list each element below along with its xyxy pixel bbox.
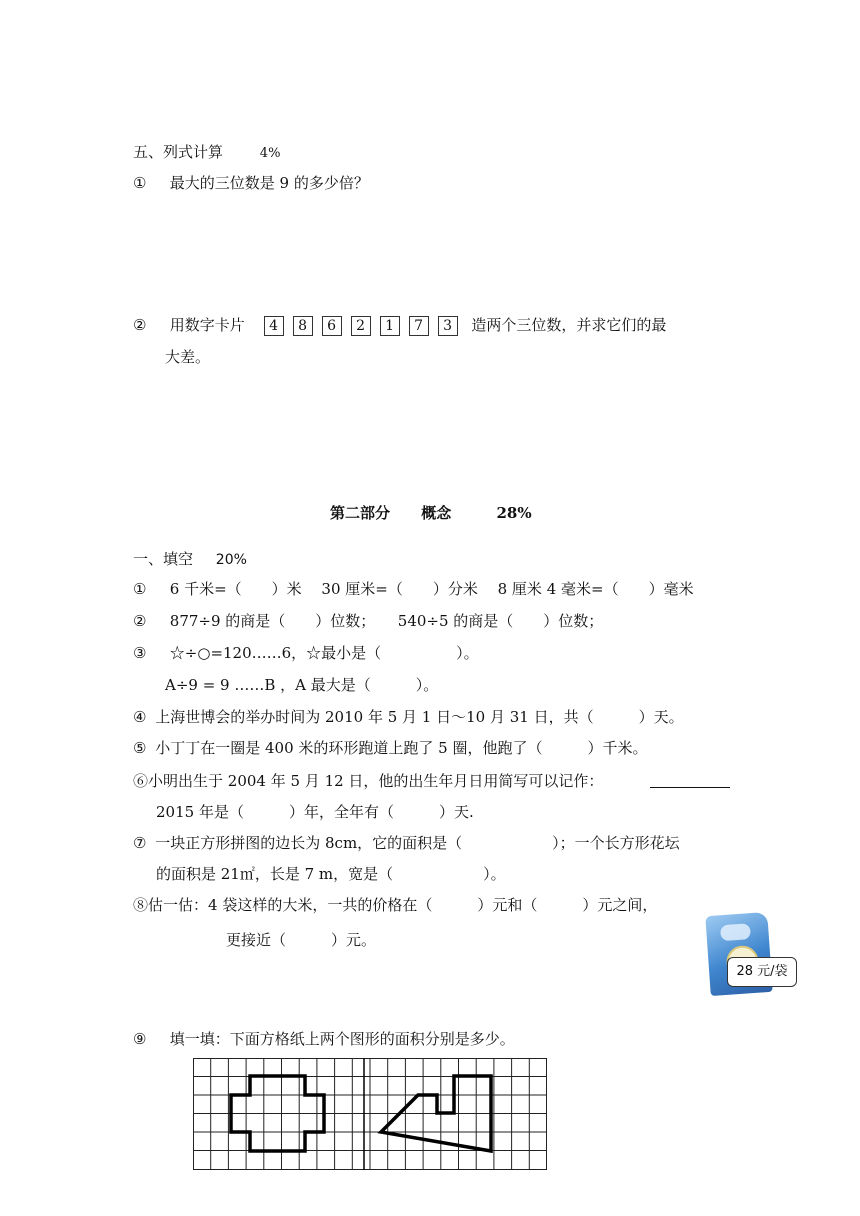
fill-item-text: 小明出生于 2004 年 5 月 12 日，他的出生年月日用简写可以记作： [148,772,604,790]
digit-card: 7 [409,316,429,336]
section5-title: 五、列式计算 [133,143,224,161]
fill-item [165,674,438,695]
fill-item [133,832,680,853]
fill-item [133,642,479,663]
part2-percent: 28% [496,504,532,522]
fill-item-number: ⑦ [133,834,147,852]
fill-item-number: ⑥ [133,772,149,790]
answer-line [650,787,730,788]
digit-card: 6 [322,316,342,336]
fill-item [226,929,376,950]
part2-name: 概念 [421,504,452,522]
question-9 [133,1028,515,1049]
fill-item-text: ☆÷○=120……6，☆最小是（ ）。 [169,644,479,662]
fill-item-text: 一块正方形拼图的边长为 8cm，它的面积是（ ）；一个长方形花坛 [155,834,680,852]
section5-percent: 4% [259,146,281,161]
question-2-number: ② [133,316,147,334]
rice-bag-brand-shape [720,923,751,941]
grid-paper [193,1058,547,1170]
digit-card: 1 [380,316,400,336]
question-1-number: ① [133,174,147,192]
fill-title: 一、填空 [133,550,194,568]
fill-item [133,578,694,599]
fill-item-number: ⑧ [133,896,149,914]
fill-item-text: 6 千米=（ ）米 30 厘米=（ ）分米 8 厘米 4 毫米=（ ）毫米 [169,580,694,598]
digit-card: 2 [351,316,371,336]
fill-item-number: ⑤ [133,739,147,757]
fill-item-number: ③ [133,644,147,662]
fill-item-text: A÷9 = 9 ……B ，A 最大是（ ）。 [165,676,439,694]
part2-heading [330,502,532,523]
question-2-line2: 大差。 [165,348,211,366]
question-9-number: ⑨ [133,1030,147,1048]
fill-heading [133,548,247,569]
fill-item [133,770,603,791]
section5-heading [133,141,280,162]
question-2-suffix: 造两个三位数，并求它们的最 [471,316,667,334]
digit-card: 3 [438,316,458,336]
fill-item-text: 估一估：4 袋这样的大米，一共的价格在（ ）元和（ ）元之间， [148,896,658,914]
fill-item-text: 上海世博会的举办时间为 2010 年 5 月 1 日～10 月 31 日，共（ ）天。 [155,708,684,726]
fill-item-number: ④ [133,708,147,726]
digit-cards [264,316,467,336]
fill-item-text: 877÷9 的商是（ ）位数； 540÷5 的商是（ ）位数； [169,612,604,630]
digit-card: 8 [293,316,313,336]
fill-item [156,863,506,884]
fill-item-text: 更接近（ ）元。 [226,931,377,949]
price-tag: 28 元/袋 [727,957,797,987]
fill-item-number: ① [133,580,147,598]
fill-item [156,801,474,822]
fill-percent: 20% [215,552,247,568]
question-2 [133,314,666,336]
fill-item [133,894,657,915]
fill-item-text: 的面积是 21㎡，长是 7 m，宽是（ ）。 [156,865,506,883]
grid-lines [193,1058,547,1170]
question-9-text: 填一填：下面方格纸上两个图形的面积分别是多少。 [169,1030,515,1048]
fill-item [133,737,647,758]
digit-card: 4 [264,316,284,336]
question-1 [133,172,369,193]
fill-item [133,610,603,631]
question-2-prefix: 用数字卡片 [169,316,245,334]
fill-item-text: 小丁丁在一圈是 400 米的环形跑道上跑了 5 圈，他跑了（ ）千米。 [155,739,648,757]
fill-item [133,706,684,727]
part2-label: 第二部分 [330,504,391,522]
fill-item-number: ② [133,612,147,630]
question-1-text: 最大的三位数是 9 的多少倍？ [169,174,369,192]
fill-item-text: 2015 年是（ ）年，全年有（ ）天. [156,803,474,821]
